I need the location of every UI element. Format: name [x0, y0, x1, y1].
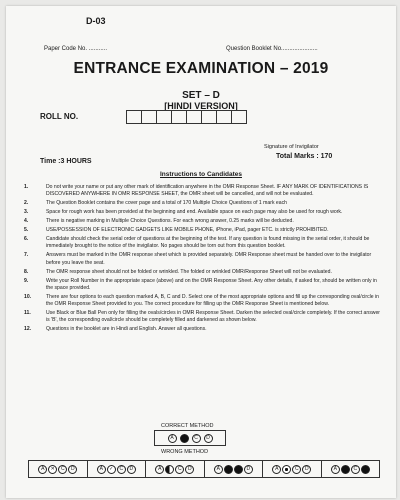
omr-bubble-c-icon: C: [351, 465, 360, 474]
omr-bubble-a-icon: A: [272, 465, 281, 474]
instruction-number: 6.: [24, 236, 29, 243]
version-title: [HINDI VERSION]: [164, 101, 238, 111]
omr-bubble-d-icon: D: [302, 465, 311, 474]
instruction-text: The OMR response sheet should not be folded or wrinkled. The folded or wrinkled OMR/Response Sheet will not be evaluated.: [46, 268, 332, 275]
omr-bubble-b-icon: [341, 465, 350, 474]
roll-digit-box: [231, 110, 247, 124]
exam-time: Time :3 HOURS: [40, 158, 92, 165]
omr-bubble-b-icon: [165, 465, 174, 474]
omr-bubble-d-icon: D: [127, 465, 136, 474]
wrong-method-group: [146, 461, 205, 477]
roll-digit-box: [216, 110, 232, 124]
total-marks: Total Marks : 170: [276, 153, 333, 160]
omr-bubble-d-icon: D: [244, 465, 253, 474]
omr-bubble-a-icon: A: [155, 465, 164, 474]
instruction-item: [24, 209, 382, 216]
instruction-item: [24, 326, 382, 333]
instruction-number: 3.: [24, 209, 29, 216]
instructions-heading: Instructions to Candidates: [160, 171, 242, 178]
omr-bubble-b-icon: [224, 465, 233, 474]
instruction-text: There is negative marking in Multiple Choice Questions. For each wrong answer, 0.25 marks will be deducted.: [46, 218, 294, 225]
instruction-item: [24, 227, 382, 234]
roll-digit-box: [186, 110, 202, 124]
instruction-item: [24, 252, 382, 266]
omr-bubble-c-icon: C: [292, 465, 301, 474]
omr-bubble-d-icon: D: [185, 465, 194, 474]
instruction-text: The Question Booklet contains the cover page and a total of 170 Multiple Choice Questions of 1 mark each: [46, 200, 287, 207]
instruction-text: Candidate should check the serial order of questions at the beginning of the test. If any question is found missing in the serial order, it should be immediately brought to the notice of the invigilator. No pages should be torn out from this question booklet.: [46, 236, 370, 250]
omr-bubble-d-icon: D: [68, 465, 77, 474]
omr-bubble-b-icon: [282, 465, 291, 474]
instruction-number: 12.: [24, 326, 32, 333]
omr-bubble-d-icon: D: [204, 434, 213, 443]
invigilator-signature-label: Signature of Invigilator: [264, 144, 319, 150]
instruction-text: Do not write your name or put any other mark of identification anywhere in the OMR Response Sheet. IF ANY MARK OF IDENTIFICATIONS IS DISCOVERED ANYWHERE IN OMR RESPONSE SHEET, the OMR sheet will be cancelled, and will not be evaluated.: [46, 184, 369, 198]
instructions-list: [24, 184, 382, 335]
correct-method-example: [154, 430, 226, 446]
instruction-text: There are four options to each question marked A, B, C and D. Select one of the most appropriate options and fill up the corresponding oval/circle in the OMR Response Sheet provided to you. The correct procedure for filling up the OMR Response Sheet is mentioned below.: [46, 293, 379, 308]
omr-bubble-c-icon: C: [175, 465, 184, 474]
instruction-number: 8.: [24, 268, 29, 275]
instruction-number: 2.: [24, 200, 29, 207]
instruction-item: [24, 278, 382, 292]
instruction-text: Use Black or Blue Ball Pen only for filling the ovals/circles in OMR Response Sheet. Darken the selected oval/circle completely. If the correct answer is 'B', the corresponding oval/circle should be completely filled and darkened as shown below.: [46, 310, 380, 324]
paper-code-label: Paper Code No. ...........: [44, 46, 108, 52]
instruction-item: [24, 218, 382, 225]
document-page: [6, 6, 396, 498]
instruction-text: Space for rough work has been provided at the beginning and end. Available space on each page may also be used for rough work.: [46, 209, 343, 216]
instruction-item: [24, 269, 382, 276]
roll-digit-box: [126, 110, 142, 124]
paper-code-value: D-03: [86, 16, 106, 26]
omr-bubble-d-icon: [361, 465, 370, 474]
question-booklet-label: Question Booklet No......................: [226, 46, 318, 52]
omr-bubble-c-icon: C: [58, 465, 67, 474]
omr-bubble-a-icon: A: [97, 465, 106, 474]
roll-digit-box: [201, 110, 217, 124]
roll-digit-box: [156, 110, 172, 124]
roll-no-boxes: [126, 110, 246, 124]
roll-no-label: ROLL NO.: [40, 112, 79, 121]
wrong-method-group: [88, 461, 147, 477]
roll-digit-box: [141, 110, 157, 124]
wrong-method-group: [29, 461, 88, 477]
roll-digit-box: [171, 110, 187, 124]
wrong-method-group: [263, 461, 322, 477]
wrong-method-group: [322, 461, 380, 477]
instruction-number: 1.: [24, 184, 29, 190]
omr-bubble-c-icon: [234, 465, 243, 474]
omr-bubble-c-icon: C: [117, 465, 126, 474]
omr-bubble-a-icon: A: [214, 465, 223, 474]
instruction-text: Answers must be marked in the OMR response sheet which is provided separately. OMR Response sheet must be handed over to the invigilator before you leave the seat.: [46, 252, 372, 266]
omr-bubble-b-icon: ✓: [107, 465, 116, 474]
instruction-item: [24, 294, 382, 308]
instruction-number: 11.: [24, 310, 31, 317]
exam-title: ENTRANCE EXAMINATION – 2019: [73, 60, 329, 77]
instruction-item: [24, 310, 382, 324]
wrong-method-group: [205, 461, 264, 477]
wrong-method-label: WRONG METHOD: [161, 449, 209, 455]
omr-bubble-c-icon: C: [192, 434, 201, 443]
correct-method-label: CORRECT METHOD: [161, 423, 214, 429]
instruction-text: USE/POSSESSION OF ELECTRONIC GADGETS LIKE MOBILE PHONE, iPhone, iPad, pager ETC. is strictly PROHIBITED.: [46, 227, 329, 234]
instruction-number: 9.: [24, 277, 29, 284]
instruction-number: 5.: [24, 227, 29, 234]
instruction-number: 4.: [24, 218, 29, 225]
wrong-method-examples: [28, 460, 380, 478]
instruction-number: 7.: [24, 252, 29, 259]
instruction-text: Write your Roll Number in the appropriate space (above) and on the OMR Response Sheet. Any other details, if asked for, should be written only in the space provided.: [46, 277, 377, 291]
instruction-item: [24, 236, 382, 250]
omr-bubble-a-icon: A: [168, 434, 177, 443]
instruction-item: [24, 200, 382, 207]
omr-bubble-a-icon: A: [38, 465, 47, 474]
omr-bubble-b-icon: ✕: [48, 465, 57, 474]
omr-bubble-a-icon: A: [331, 465, 340, 474]
omr-bubble-b-icon: [180, 434, 189, 443]
instruction-number: 10.: [24, 293, 32, 300]
instruction-text: Questions in the booklet are in Hindi and English. Answer all questions.: [46, 326, 207, 333]
instruction-item: [24, 184, 382, 198]
set-title: SET – D: [182, 90, 220, 101]
